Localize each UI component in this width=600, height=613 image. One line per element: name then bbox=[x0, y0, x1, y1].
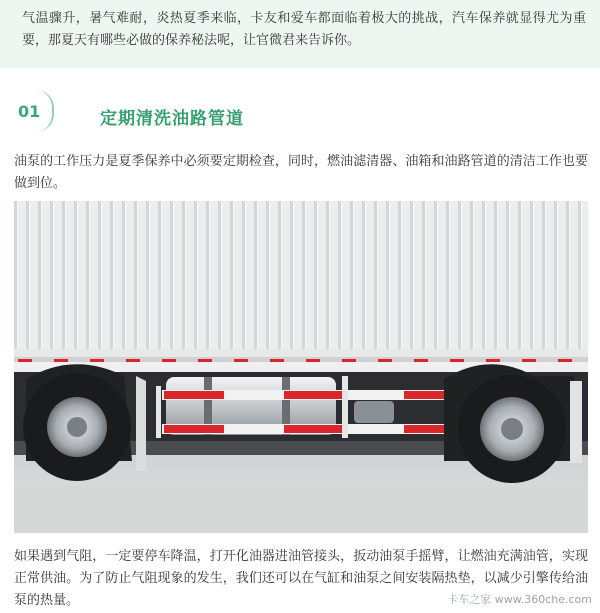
paragraph-1: 油泵的工作压力是夏季保养中必须要定期检查，同时，燃油滤清器、油箱和油路管道的清洁工作也要做到位。 bbox=[14, 154, 588, 191]
paragraph-2: 如果遇到气阻，一定要停车降温，打开化油器进油管接头，扳动油泵手摇臂，让燃油充满油管，实现正常供油。为了防止气阻现象的发生，我们还可以在气缸和油泵之间安装隔热垫，以减少引擎传给油泵的热量。 bbox=[14, 549, 588, 608]
section-header bbox=[0, 86, 600, 144]
watermark: 卡车之家 www.360che.com bbox=[447, 593, 592, 606]
section-number: 01 bbox=[18, 102, 41, 121]
bracket-decoration-icon bbox=[36, 90, 54, 132]
section-title: 定期清洗油路管道 bbox=[100, 109, 244, 129]
intro-text: 气温骤升，暑气难耐，炎热夏季来临，卡友和爱车都面临着极大的挑战，汽车保养就显得尤为重要，那夏天有哪些必做的保养秘法呢，让官微君来告诉你。 bbox=[22, 11, 586, 48]
intro-box bbox=[0, 0, 600, 68]
truck-photo bbox=[14, 201, 588, 533]
